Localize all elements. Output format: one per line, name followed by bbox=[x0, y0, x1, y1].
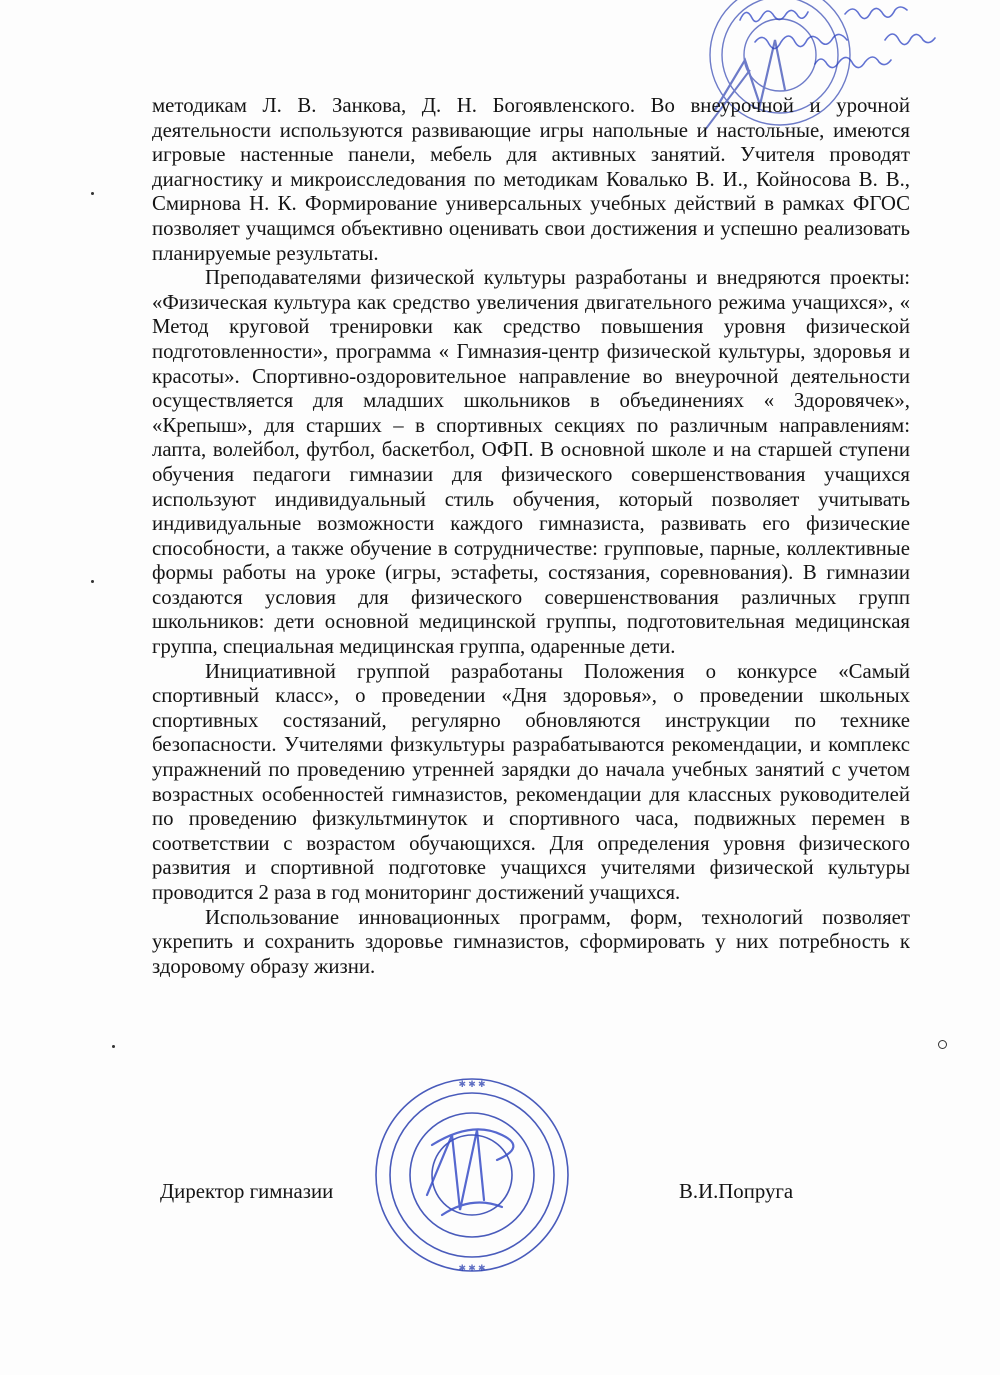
director-name: В.И.Попруга bbox=[679, 1180, 794, 1203]
scan-speck bbox=[112, 1045, 115, 1048]
director-title: Директор гимназии bbox=[160, 1180, 334, 1203]
paragraph-3: Инициативной группой разработаны Положения о конкурсе «Самый спортивный класс», о проведении «Дня здоровья», о проведении школьных спортивных состязаний, регулярно обновляются инструкции по технике безопасности. Учителями физкультуры разрабатываются рекомендации, и комплекс упражнений по проведению утренней зарядки до начала учебных занятий с учетом возрастных особенностей гимназистов, рекомендации для классных руководителей по проведению физкультминуток и спортивного часа, подвижных перемен в соответствии с возрастом обучающихся. Для определения уровня физического развития и спортивной подготовке учащихся учителями физической культуры проводится 2 раза в год мониторинг достижений учащихся. bbox=[152, 659, 910, 904]
scan-speck bbox=[91, 192, 94, 195]
scan-speck bbox=[91, 580, 94, 583]
scan-speck bbox=[938, 1040, 947, 1049]
svg-text:✱ ✱ ✱: ✱ ✱ ✱ bbox=[458, 1079, 486, 1089]
paragraph-1: методикам Л. В. Занкова, Д. Н. Богоявленского. Во внеурочной и урочной деятельности используются развивающие игры напольные и настольные, имеются игровые настенные панели, мебель для активных занятий. Учителя проводят диагностику и микроисследования по методикам Ковалько В. И., Койносова В. В., Смирнова Н. К. Формирование универсальных учебных действий в рамках ФГОС позволяет учащимся объективно оценивать свои достижения и успешно реализовать планируемые результаты. bbox=[152, 94, 910, 265]
svg-text:✱ ✱ ✱: ✱ ✱ ✱ bbox=[458, 1263, 486, 1273]
document-body bbox=[152, 94, 910, 979]
paragraph-2: Преподавателями физической культуры разработаны и внедряются проекты: «Физическая культура как средство увеличения двигательного режима учащихся», « Метод круговой тренировки как средство повышения уровня физической подготовленности», программа « Гимназия-центр физической культуры, здоровья и красоты». Спортивно-оздоровительное направление во внеурочной деятельности осуществляется для младших школьников в объединениях « Здоровячек», «Крепыш», для старших – в спортивных секциях по различным направлениям: лапта, волейбол, футбол, баскетбол, ОФП. В основной школе и на старшей ступени обучения педагоги гимназии для физического совершенствования учащихся используют индивидуальный стиль обучения, который позволяет учитывать индивидуальные возможности каждого гимназиста, развивать его физические способности, а также обучение в сотрудничестве: групповые, парные, коллективные формы работы на уроке (игры, эстафеты, состязания, соревнования). В гимназии создаются условия для физического совершенствования различных групп школьников: дети основной медицинской группы, подготовительная медицинская группа, специальная медицинская группа, одаренные дети. bbox=[152, 266, 910, 659]
paragraph-4: Использование инновационных программ, форм, технологий позволяет укрепить и сохранить здоровье гимназистов, сформировать у них потребность к здоровому образу жизни. bbox=[152, 905, 910, 978]
official-stamp bbox=[372, 1075, 572, 1275]
